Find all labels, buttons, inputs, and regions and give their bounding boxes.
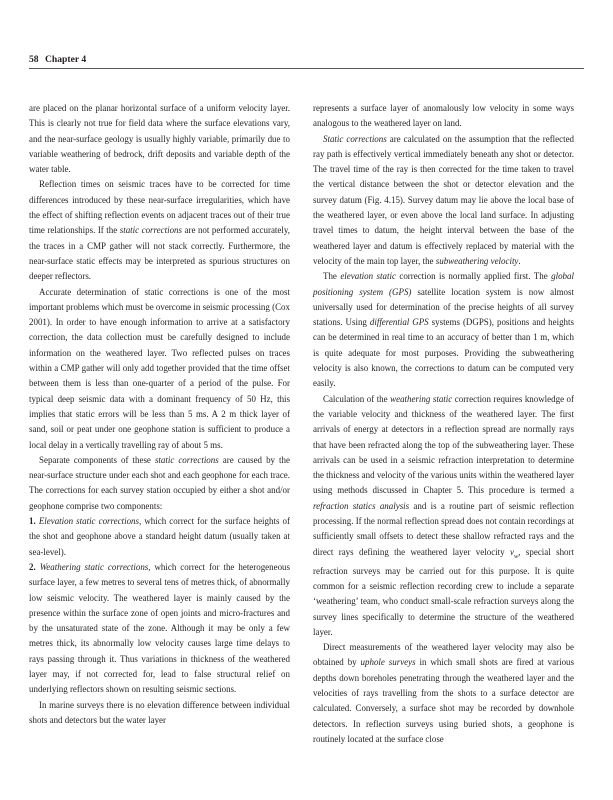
variable: v [509, 546, 514, 557]
running-header [29, 54, 86, 65]
paragraph: Separate components of these static corrections are caused by the near-surface structure under each shot and each geophone for each trace. The corrections for each survey station occupied by either a shot and/or geophone comprise two components: [29, 454, 290, 511]
paragraph: Reflection times on seismic traces have to be corrected for time differences introduced by these near-surface irregularities, which have the effect of shifting reflection events on adjacent traces out of their true time relationships. If the static corrections are not performed accurately, the traces in a CMP gather will not stack correctly. Furthermore, the near-surface static effects may be interpreted as spurious structures on deeper reflectors. [29, 179, 290, 282]
term: Weathering static corrections [39, 561, 149, 572]
paragraph: represents a surface layer of anomalously low velocity in some ways analogous to the weathered layer on land. [313, 103, 574, 129]
paragraph: are placed on the planar horizontal surface of a uniform velocity layer. This is clearly not true for field data where the surface elevations vary, and the near-surface geology is usually highly variable, primarily due to variable weathering of bedrock, drift deposits and variable depth of the water table. [29, 103, 290, 175]
paragraph: Direct measurements of the weathered layer velocity may also be obtained by uphole surveys in which small shots are fired at various depths down boreholes penetrating through the weathered layer and the velocities of rays travelling from the shots to a surface detector are calculated. Conversely, a surface shot may be recorded by downhole detectors. In reflection surveys using buried shots, a geophone is routinely located at the surface close [313, 642, 574, 744]
term: Static corrections [323, 133, 387, 144]
term: uphole surveys [360, 657, 416, 668]
page-number: 58 [29, 54, 39, 65]
list-item: 1. Elevation static corrections, which correct for the surface heights of the shot and geophone above a standard height datum (usually taken at sea-level). [29, 516, 290, 557]
term: static corrections [119, 225, 182, 236]
chapter-title: Chapter 4 [45, 54, 87, 65]
paragraph: Accurate determination of static corrections is one of the most important problems which must be overcome in seismic processing (Cox 2001). In order to have enough information to arrive at a satisfactory correction, the data collection must be carefully designed to include information on the weathered layer. Two reflected pulses on traces within a CMP gather will only add together provided that the time offset between them is less than one-quarter of a period of the pulse. For typical deep seismic data with a dominant frequency of 50 Hz, this implies that static errors will be less than 5 ms. A 2 m thick layer of sand, soil or peat under one geophone station is sufficient to produce a local delay in a vertically travelling ray of about 5 ms. [29, 286, 290, 450]
term: global positioning system (GPS) [313, 271, 574, 297]
paragraph: Static corrections are calculated on the assumption that the reflected ray path is effectively vertical immediately beneath any shot or detector. The travel time of the ray is then corrected for the time taken to travel the vertical distance between the shot or detector elevation and the survey datum (Fig. 4.15). Survey datum may lie above the local base of the weathered layer, or even above the local land surface. In adjusting travel times to datum, the height interval between the base of the weathered layer and datum is effectively replaced by material with the velocity of the main top layer, the subweathering velocity. [313, 133, 575, 266]
term: static corrections [154, 454, 219, 465]
term: differential GPS [369, 317, 429, 328]
term: weathering static [390, 393, 453, 404]
term: elevation static [340, 271, 396, 282]
term: refraction statics analysis [313, 500, 410, 511]
left-column [29, 101, 290, 728]
header-rule [29, 68, 584, 69]
term: Elevation static corrections [38, 516, 139, 527]
subscript: w [513, 552, 519, 560]
paragraph: Calculation of the weathering static correction requires knowledge of the variable velocity and thickness of the weathered layer. The first arrivals of energy at detectors in a reflection spread are normally rays that have been refracted along the top of the subweathering layer. These arrivals can be used in a seismic refraction interpretation to determine the thickness and velocity of the various units within the weathered layer using methods discussed in Chapter 5. This procedure is termed a refraction statics analysis and is a routine part of seismic reflection processing. If the normal reflection spread does not contain recordings at sufficiently small offsets to detect these shallow refracted rays and the direct rays defining the weathered layer velocity $v_w$, special short refraction surveys may be carried out for this purpose. It is quite common for a seismic reflection recording crew to include a separate ‘weathering’ team, who conduct small-scale refraction surveys along the survey lines specifically to determine the structure of the weathered layer. [313, 393, 575, 637]
list-item: 2. Weathering static corrections, which correct for the heterogeneous surface layer, a few metres to several tens of metres thick, of abnormally low seismic velocity. The weathered layer is mainly caused by the presence within the surface zone of open joints and micro-fractures and by the unsaturated state of the zone. Although it may be only a few metres thick, its abnormally low velocity causes large time delays to rays passing through it. Thus variations in thickness of the weathered layer may, if not corrected for, lead to false structural relief on underlying reflectors shown on resulting seismic sections. [29, 561, 290, 695]
term: subweathering velocity [435, 255, 519, 266]
paragraph: The elevation static correction is normally applied first. The global positioning system (GPS) satellite location system is now almost universally used for determination of the precise heights of all survey stations. Using differential GPS systems (DGPS), positions and heights can be determined in real time to an accuracy of better than 1 m, which is quite adequate for most purposes. Providing the subweathering velocity is also known, the corrections to datum can be computed very easily. [313, 271, 574, 389]
paragraph: In marine surveys there is no elevation difference between individual shots and detectors but the water layer [29, 699, 290, 725]
right-column [313, 101, 574, 747]
